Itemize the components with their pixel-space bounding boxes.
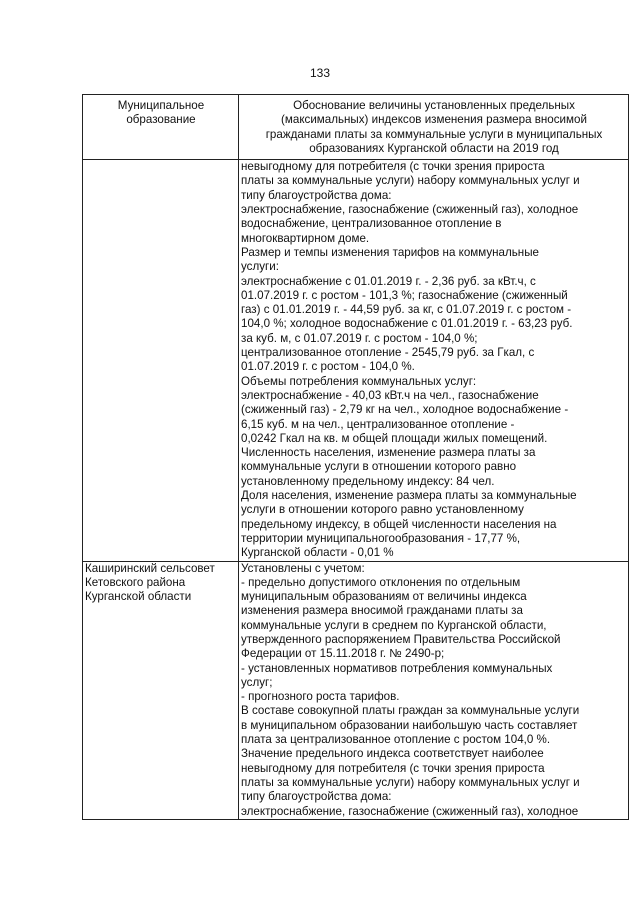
header-line: гражданами платы за коммунальные услуги в муниципальных xyxy=(265,127,603,141)
text-line: Установлены с учетом: xyxy=(241,561,365,575)
header-line: образование xyxy=(126,113,196,127)
header-line: образованиях Курганской области на 2019 год xyxy=(309,141,559,155)
text-line: электроснабжение, газоснабжение (сжиженный газ), холодное xyxy=(241,804,579,818)
text-line: услуги: xyxy=(241,260,279,274)
text-line: 01.07.2019 г. с ростом - 101,3 %; газоснабжение (сжиженный xyxy=(241,288,568,302)
text-line: электроснабжение, газоснабжение (сжиженный газ), холодное xyxy=(241,203,579,217)
table-row xyxy=(83,160,629,561)
text-line: установленному предельному индексу: 84 чел. xyxy=(241,474,495,488)
justification-cell xyxy=(239,561,629,819)
page-number: 133 xyxy=(309,66,331,80)
header-justification xyxy=(239,95,629,160)
text-line: муниципальным образованиям от величины индекса xyxy=(241,590,527,604)
text-line: типу благоустройства дома: xyxy=(241,790,392,804)
text-line: 104,0 %; холодное водоснабжение с 01.01.2019 г. - 63,23 руб. xyxy=(241,317,573,331)
text-line: газ) с 01.01.2019 г. - 44,59 руб. за кг, с 01.07.2019 г. с ростом - xyxy=(241,303,572,317)
municipality-cell xyxy=(83,561,239,819)
text-line: коммунальные услуги в отношении которого равно xyxy=(241,460,517,474)
header-municipality xyxy=(83,95,239,160)
text-line: платы за коммунальные услуги) набору коммунальных услуг и xyxy=(241,174,580,188)
text-line: многоквартирном доме. xyxy=(241,231,370,245)
text-line: Доля населения, изменение размера платы за коммунальные xyxy=(241,489,577,503)
text-line: платы за коммунальные услуги) набору коммунальных услуг и xyxy=(241,775,580,789)
text-line: Объемы потребления коммунальных услуг: xyxy=(241,374,477,388)
text-line: 0,0242 Гкал на кв. м общей площади жилых помещений. xyxy=(241,431,548,445)
header-line: Муниципальное xyxy=(117,99,205,112)
text-line: (сжиженный газ) - 2,79 кг на чел., холодное водоснабжение - xyxy=(241,403,569,417)
text-line: утвержденного распоряжением Правительства Российской xyxy=(241,632,561,646)
text-line: за куб. м, с 01.07.2019 г. с ростом - 104,0 %; xyxy=(241,331,478,345)
text-line: Курганской области - 0,01 % xyxy=(241,546,394,560)
text-line: электроснабжение - 40,03 кВт.ч на чел., газоснабжение xyxy=(241,388,539,402)
text-line: территории муниципальногообразования - 17,77 %, xyxy=(241,531,521,545)
table-header-row xyxy=(83,95,629,160)
justification-cell xyxy=(239,160,629,561)
text-line: плата за централизованное отопление с ростом 104,0 %. xyxy=(241,733,551,747)
text-line: типу благоустройства дома: xyxy=(241,188,392,202)
text-line: Численность населения, изменение размера платы за xyxy=(241,446,536,460)
table-row xyxy=(83,561,629,819)
text-line: услуги в отношении которого равно установленному xyxy=(241,503,524,517)
municipality-line: Курганской области xyxy=(85,590,192,604)
text-line: изменения размера вносимой гражданами платы за xyxy=(241,604,523,618)
text-line: в муниципальном образовании наибольшую часть составляет xyxy=(241,718,578,732)
text-line: В составе совокупной платы граждан за коммунальные услуги xyxy=(241,704,580,718)
text-line: услуг; xyxy=(241,675,273,689)
municipality-line: Кетовского района xyxy=(85,575,186,589)
text-line: невыгодному для потребителя (с точки зрения прироста xyxy=(241,160,545,174)
municipality-cell xyxy=(83,160,239,561)
text-line: электроснабжение с 01.01.2019 г. - 2,36 руб. за кВт.ч, с xyxy=(241,274,536,288)
tariff-justification-table xyxy=(82,94,629,820)
text-line: коммунальные услуги в среднем по Курганской области, xyxy=(241,618,547,632)
text-line: Федерации от 15.11.2018 г. № 2490-р; xyxy=(241,647,445,661)
text-line: 6,15 куб. м на чел., централизованное отопление - xyxy=(241,417,515,431)
text-line: предельному индексу, в общей численности населения на xyxy=(241,517,557,531)
text-line: - установленных нормативов потребления коммунальных xyxy=(241,661,553,675)
text-line: невыгодному для потребителя (с точки зрения прироста xyxy=(241,761,545,775)
header-line: (максимальных) индексов изменения размера вносимой xyxy=(281,113,587,127)
text-line: Размер и темпы изменения тарифов на коммунальные xyxy=(241,245,539,259)
text-line: водоснабжение, централизованное отопление в xyxy=(241,217,502,231)
text-line: - прогнозного роста тарифов. xyxy=(241,690,400,704)
text-line: централизованное отопление - 2545,79 руб. за Гкал, с xyxy=(241,346,535,360)
text-line: Значение предельного индекса соответствует наиболее xyxy=(241,747,544,761)
header-line: Обоснование величины установленных предельных xyxy=(293,99,575,112)
text-line: - предельно допустимого отклонения по отдельным xyxy=(241,575,521,589)
municipality-line: Каширинский сельсовет xyxy=(85,561,215,575)
text-line: 01.07.2019 г. с ростом - 104,0 %. xyxy=(241,360,415,374)
